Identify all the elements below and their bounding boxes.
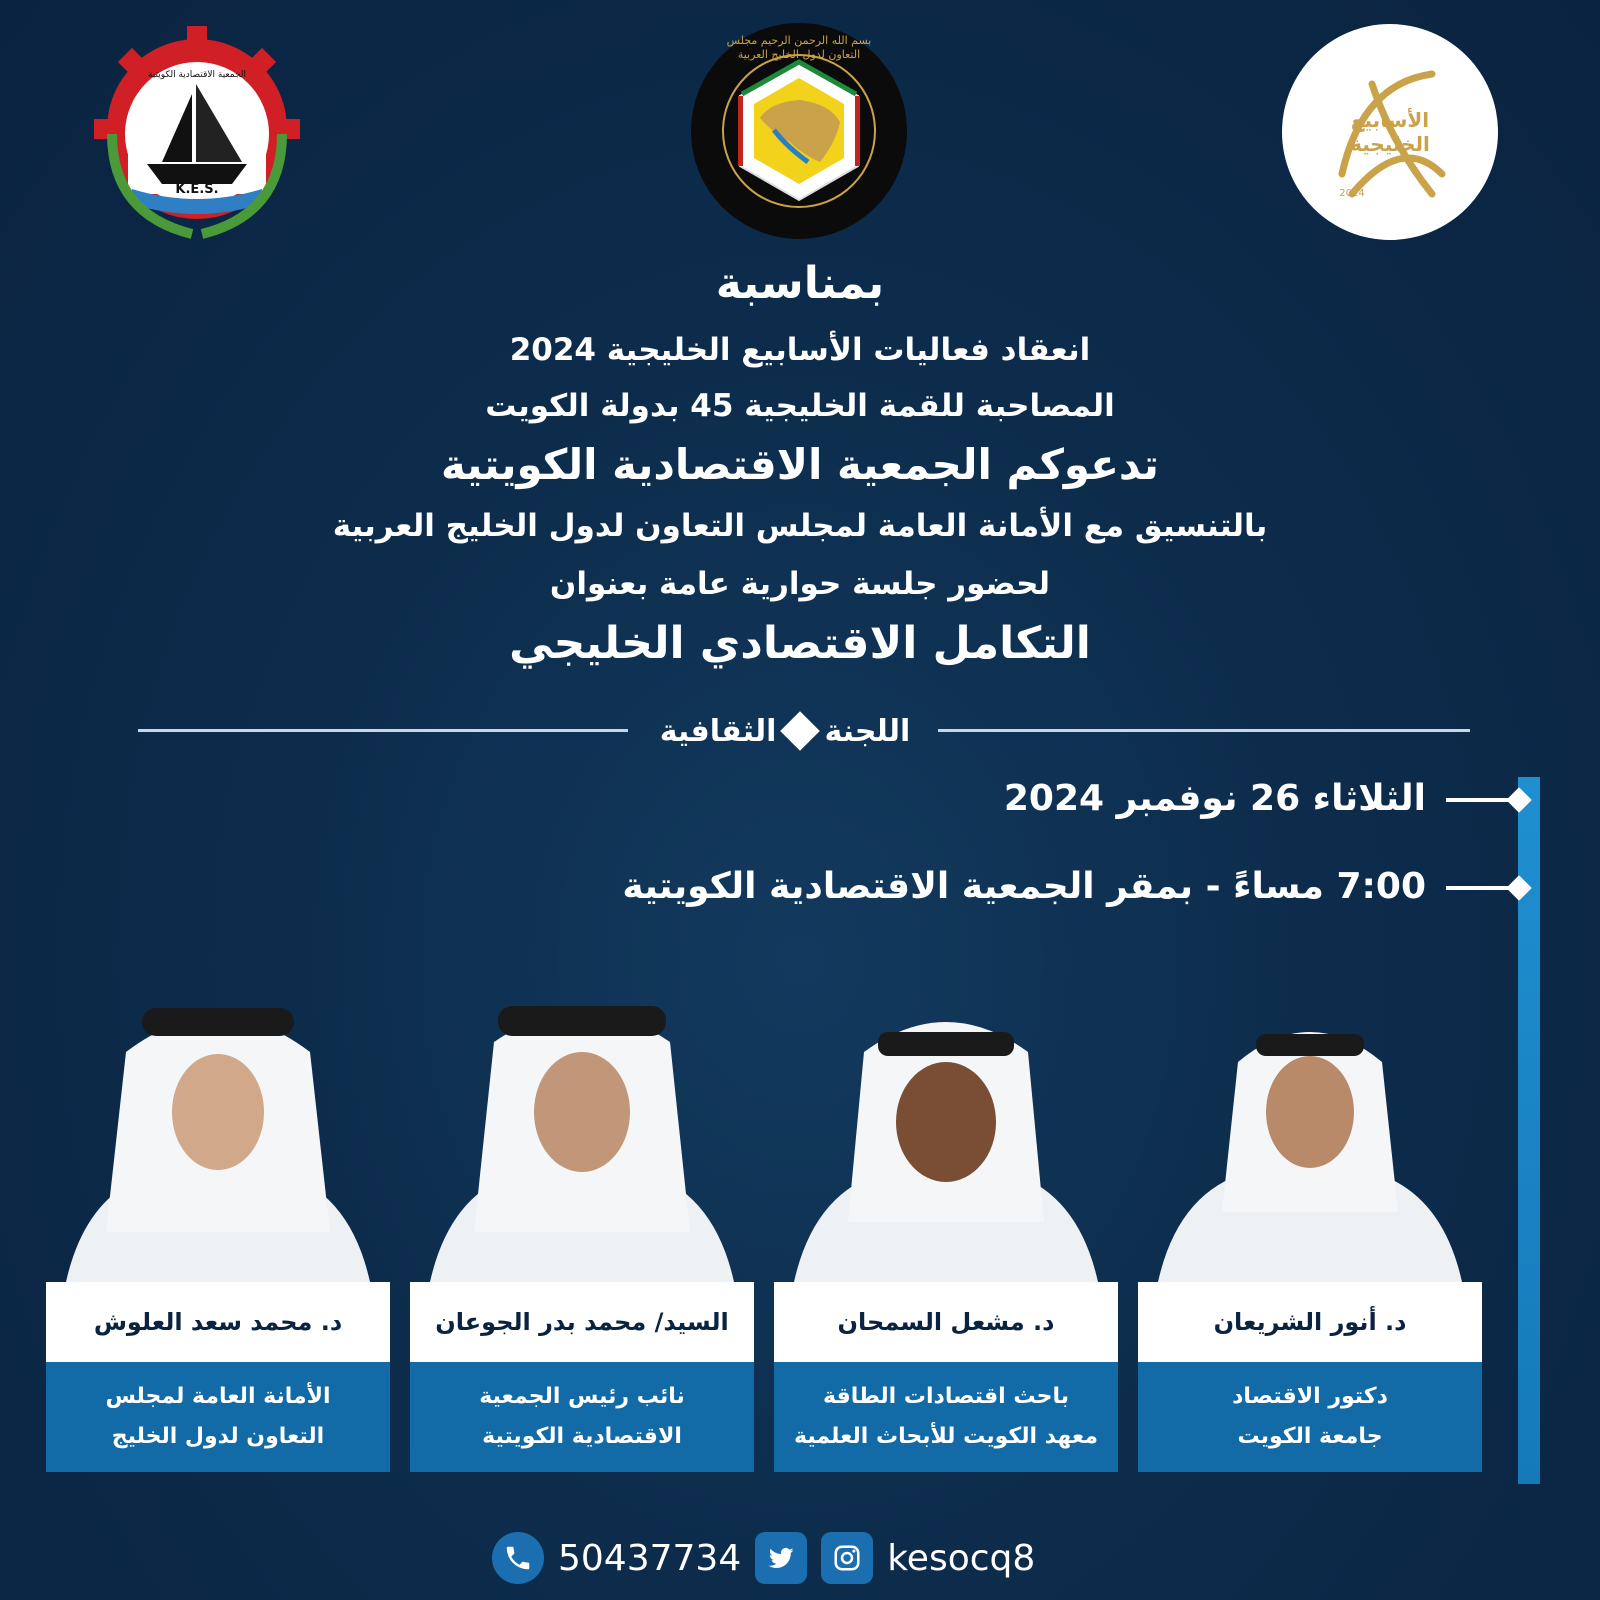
- speaker-role: [1138, 1362, 1482, 1472]
- committee-part1: اللجنة: [824, 713, 911, 749]
- contact-footer: [492, 1528, 1035, 1588]
- divider-right: [938, 729, 1470, 732]
- speaker-role-line1: الأمانة العامة لمجلس: [105, 1384, 331, 1409]
- speaker-name: د. مشعل السمحان: [774, 1282, 1118, 1362]
- kes-logo-label: K.E.S.: [175, 182, 219, 197]
- gulf-weeks-logo-year: 2024: [1339, 188, 1365, 199]
- speaker-role-line1: باحث اقتصادات الطاقة: [822, 1384, 1070, 1409]
- phone-number[interactable]: 50437734: [558, 1537, 742, 1579]
- speaker-role: [774, 1362, 1118, 1472]
- speaker-photo: [1138, 982, 1482, 1282]
- speaker-card: [46, 982, 390, 1472]
- session-title: التكامل الاقتصادي الخليجي: [509, 618, 1091, 669]
- gcc-logo-arc-text: بسم الله الرحمن الرحيم مجلس التعاون لدول الخليج العربية: [726, 34, 872, 61]
- headline-coordination: بالتنسيق مع الأمانة العامة لمجلس التعاون لدول الخليج العربية: [332, 508, 1268, 544]
- speaker-role-line2: جامعة الكويت: [1237, 1424, 1383, 1449]
- instagram-icon[interactable]: [821, 1532, 873, 1584]
- gcc-logo: [690, 22, 908, 240]
- speaker-role: [46, 1362, 390, 1472]
- divider-left: [138, 729, 628, 732]
- speaker-card: [410, 982, 754, 1472]
- speaker-name: د. أنور الشريعان: [1138, 1282, 1482, 1362]
- kes-logo: [92, 24, 302, 239]
- speaker-role-line1: دكتور الاقتصاد: [1232, 1384, 1388, 1409]
- speaker-photo: [774, 982, 1118, 1282]
- gulf-weeks-logo: [1282, 24, 1498, 240]
- diamond-icon: [781, 711, 821, 751]
- social-handle[interactable]: kesocq8: [887, 1537, 1036, 1579]
- speaker-name: السيد/ محمد بدر الجوعان: [410, 1282, 754, 1362]
- headline-invite: تدعوكم الجمعية الاقتصادية الكويتية: [441, 440, 1159, 489]
- kes-logo-arc-text: الجمعية الاقتصادية الكويتية: [147, 70, 247, 80]
- event-time-place: 7:00 مساءً - بمقر الجمعية الاقتصادية الكويتية: [622, 866, 1426, 907]
- twitter-icon[interactable]: [755, 1532, 807, 1584]
- committee-label: [640, 710, 930, 752]
- phone-icon[interactable]: [492, 1532, 544, 1584]
- event-date: الثلاثاء 26 نوفمبر 2024: [1003, 778, 1426, 819]
- headline-attend: لحضور جلسة حوارية عامة بعنوان: [549, 566, 1051, 602]
- speaker-role-line2: التعاون لدول الخليج: [111, 1424, 325, 1449]
- speaker-photo: [410, 982, 754, 1282]
- speaker-role-line2: معهد الكويت للأبحاث العلمية: [794, 1424, 1098, 1449]
- gulf-weeks-logo-text: الأسابيع الخليجية: [1350, 108, 1430, 156]
- speaker-role-line1: نائب رئيس الجمعية: [479, 1384, 685, 1409]
- speaker-photo: [46, 982, 390, 1282]
- speaker-name: د. محمد سعد العلوش: [46, 1282, 390, 1362]
- headline-line2: المصاحبة للقمة الخليجية 45 بدولة الكويت: [485, 388, 1115, 424]
- speaker-card: [1138, 982, 1482, 1472]
- speaker-card: [774, 982, 1118, 1472]
- headline-occasion: بمناسبة: [715, 258, 885, 309]
- speaker-role: [410, 1362, 754, 1472]
- headline-line1: انعقاد فعاليات الأسابيع الخليجية 2024: [509, 332, 1091, 368]
- speaker-role-line2: الاقتصادية الكويتية: [482, 1424, 682, 1449]
- committee-part2: الثقافية: [659, 713, 777, 749]
